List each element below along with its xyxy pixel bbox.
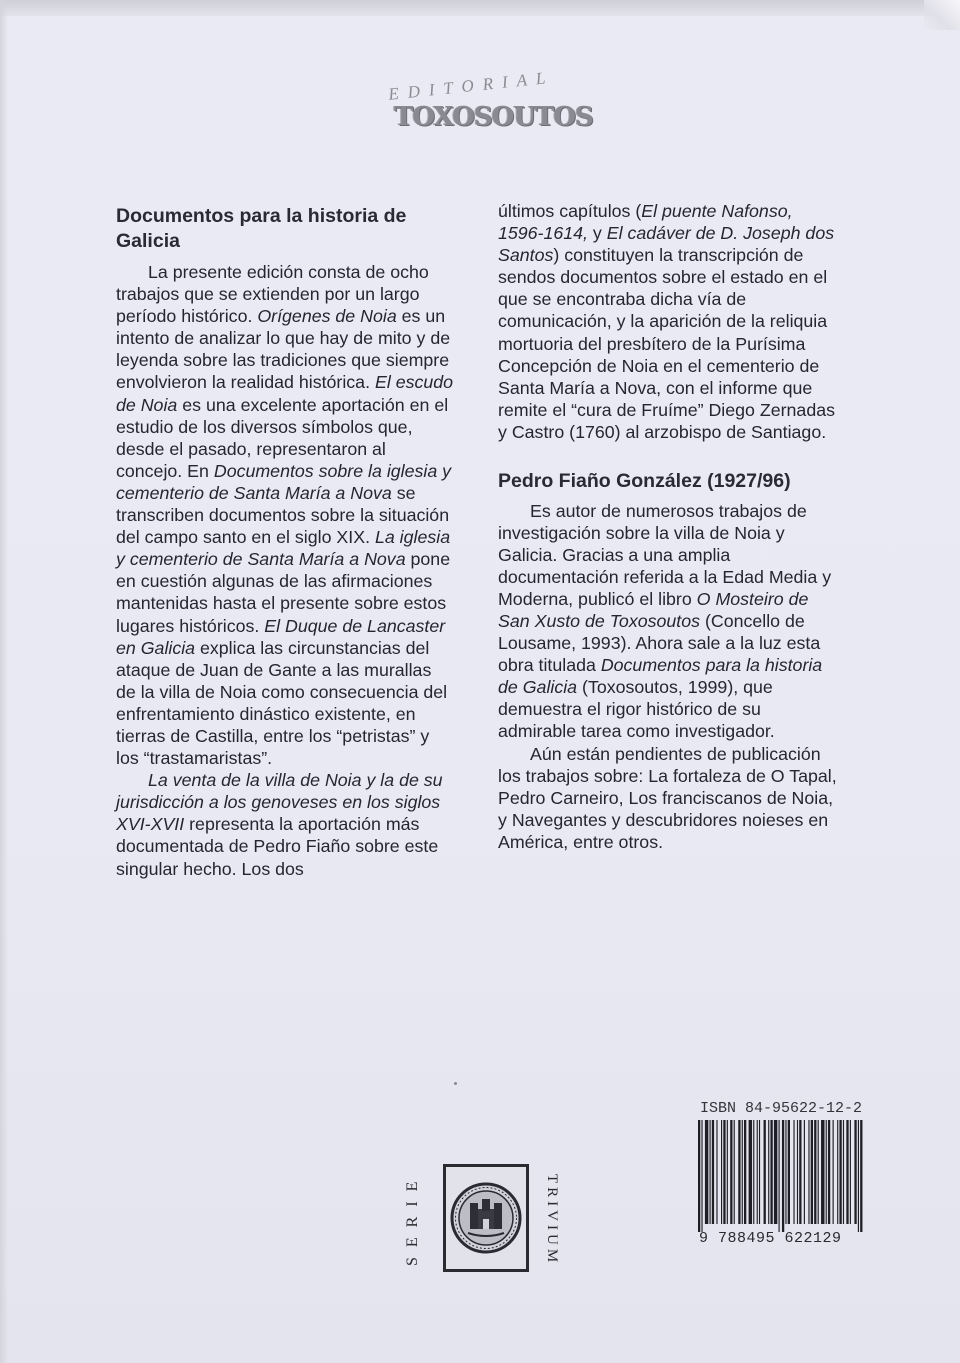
text-run: se transcriben documentos sobre la situación del campo santo en el siglo XIX. (116, 482, 450, 548)
italic-title: O Mosteiro de San Xusto de Toxosoutos (498, 588, 809, 631)
italic-title: Documentos sobre la iglesia y cementerio de Santa María a Nova (116, 460, 452, 503)
text-run: (Toxosoutos, 1999), que demuestra el rigor histórico de su admirable tarea como investigador. (498, 677, 775, 742)
text-run: y (587, 223, 607, 244)
continued-paragraph (498, 200, 838, 443)
italic-title: Orígenes de Noia (257, 306, 397, 327)
intro-paragraph (116, 261, 456, 769)
book-title-heading: Documentos para la historia de Galicia (116, 205, 407, 252)
seal-icon (446, 1167, 526, 1269)
barcode-digits: 9 788495 622129 (699, 1230, 842, 1247)
spine-shadow (0, 0, 8, 1363)
venta-paragraph (116, 769, 456, 879)
top-edge (0, 0, 960, 16)
left-column (116, 204, 456, 880)
speck (454, 1082, 457, 1085)
italic-title: El puente Nafonso, 1596-1614, (498, 201, 793, 244)
italic-title: El Duque de Lancaster en Galicia (116, 615, 446, 658)
text-run: representa la aportación más documentada de Pedro Fiaño sobre este singular hecho. Los dos (116, 814, 439, 879)
text-run: Aún están pendientes de publicación los trabajos sobre: La fortaleza de O Tapal, Pedro Carneiro, Los franciscanos de Noia, y Navegantes y descubridores noieses en América, entre otros. (498, 743, 837, 852)
text-run: últimos capítulos ( (498, 201, 642, 221)
publisher-logo (380, 67, 593, 158)
serie-label: SERIE (404, 1171, 421, 1267)
text-run: es un intento de analizar lo que hay de mito y de leyenda sobre las tradiciones que siempre envolvieron la realidad histórica. (116, 306, 451, 393)
text-run: ) constituyen la transcripción de sendos documentos sobre el estado en el que se encontraba dicha vía de comunicación, y la aparición de la reliquia mortuoria del presbítero de la Purísima Concepción de Noia en el cementerio de Santa María a Nova, con el informe que remite el “cura de Fruíme” Diego Zernadas y Castro (1760) al arzobispo de Santiago. (498, 245, 835, 442)
seal-emblem (443, 1164, 529, 1272)
text-run: Es autor de numerosos trabajos de investigación sobre la villa de Noia y Galicia. Gracias a una amplia documentación referida a la Edad Media y Moderna, publicó el libro (498, 500, 832, 609)
italic-title: Documentos para la historia de Galicia (498, 655, 823, 698)
italic-title: El escudo de Noia (116, 372, 454, 415)
text-run: (Concello de Lousame, 1993). Ahora sale a la luz esta obra titulada (498, 611, 821, 676)
italic-title: La iglesia y cementerio de Santa María a Nova (116, 527, 451, 570)
logo-editorial-text: EDITORIAL (387, 67, 556, 104)
right-column (498, 200, 838, 853)
text-run: La presente edición consta de ocho trabajos que se extienden por un largo período histórico. (116, 262, 429, 327)
italic-title: La venta de la villa de Noia y la de su jurisdicción a los genoveses en los siglos XVI-XVII (116, 770, 443, 835)
corner-fold (924, 0, 960, 30)
author-bio-paragraph (498, 500, 838, 743)
italic-title: El cadáver de D. Joseph dos Santos (498, 223, 835, 266)
author-heading: Pedro Fiaño González (1927/96) (498, 470, 791, 493)
text-run: explica las circunstancias del ataque de Juan de Gante a las murallas de la villa de Noia como consecuencia del enfrentamiento dinástico existente, en tierras de Castilla, entre los “petristas” y los “trastamaristas”. (116, 637, 448, 769)
isbn-label: ISBN 84-95622-12-2 (700, 1100, 863, 1117)
trivium-label: TRIVIUM (544, 1173, 560, 1267)
text-run: es una excelente aportación en el estudio de los diversos símbolos que, desde el pasado, representaron al concejo. En (116, 394, 449, 481)
logo-brand-text: TOXOSOUTOS (394, 102, 593, 132)
pending-works-paragraph (498, 743, 838, 853)
text-run: pone en cuestión algunas de las afirmaciones mantenidas hasta el presente sobre estos lugares históricos. (116, 549, 451, 636)
barcode-icon (697, 1120, 863, 1232)
